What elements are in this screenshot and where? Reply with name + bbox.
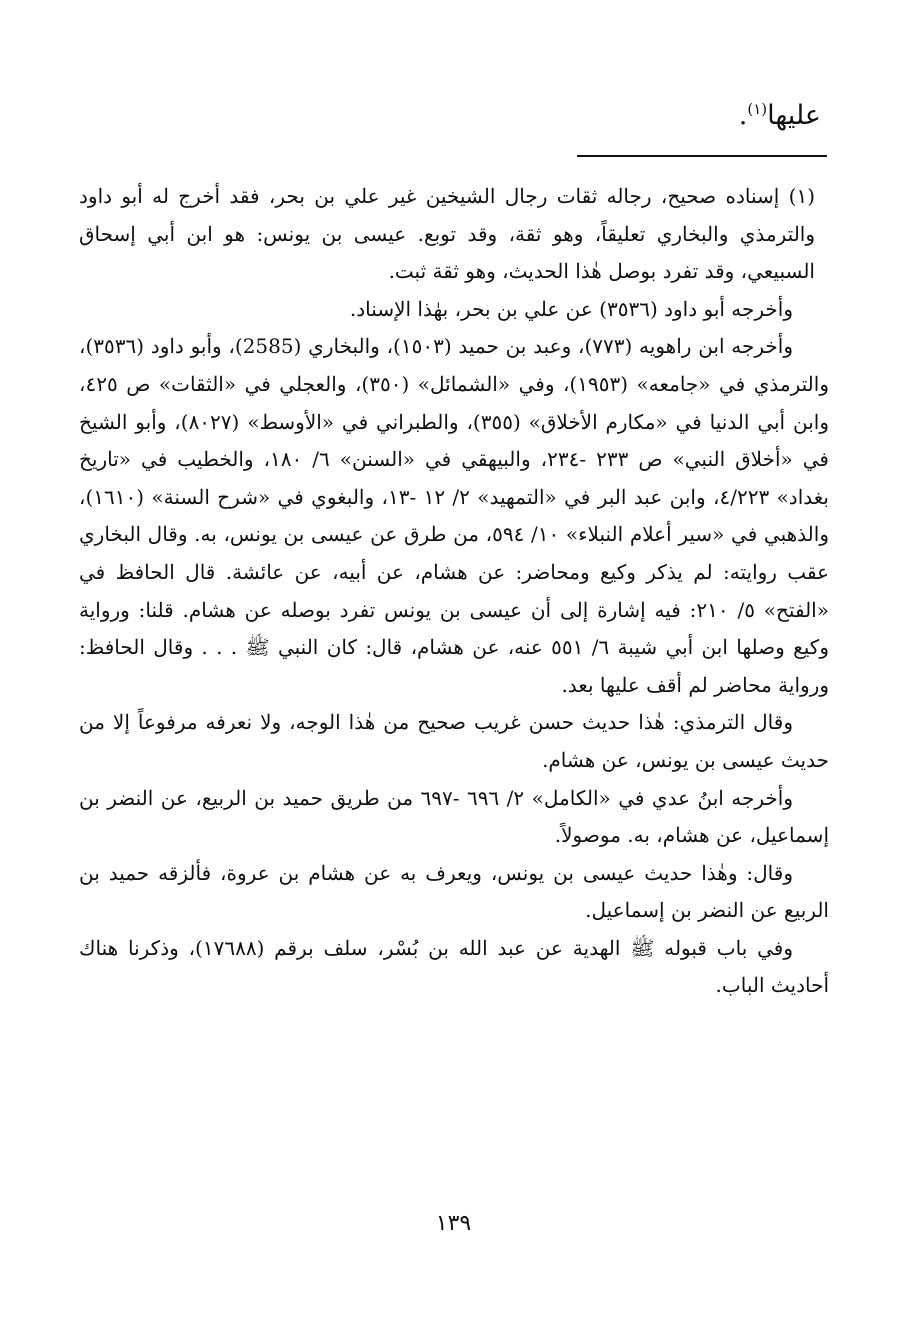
footnote-paragraph: وفي باب قبوله ﷺ الهدية عن عبد الله بن بُسْر، سلف برقم (١٧٦٨٨)، وذكرنا هناك أحاديث الباب. bbox=[79, 935, 829, 998]
footnote-paragraph: وأخرجه أبو داود (٣٥٣٦) عن علي بن بحر، بهٰذا الإسناد. bbox=[349, 296, 793, 321]
continuation-line bbox=[521, 96, 821, 136]
page-number: ١٣٩ bbox=[435, 1211, 472, 1236]
footnote-separator bbox=[577, 155, 827, 157]
continuation-text: عليها bbox=[767, 100, 821, 131]
footnote-paragraph: وقال: وهٰذا حديث عيسى بن يونس، ويعرف به عن هشام بن عروة، فألزقه حميد بن الربيع عن النضر بن إسماعيل. bbox=[79, 860, 829, 923]
footnote-paragraph: وقال الترمذي: هٰذا حديث حسن غريب صحيح من هٰذا الوجه، ولا نعرفه مرفوعاً إلا من حديث عيسى بن يونس، عن هشام. bbox=[79, 710, 829, 772]
footnote-paragraph: وأخرجه ابن راهويه (٧٧٣)، وعبد بن حميد (١٥٠٣)، والبخاري (2585)، وأبو داود (٣٥٣٦)، والترمذي في «جامعه» (١٩٥٣)، وفي «الشمائل» (٣٥٠)، والعجلي في «الثقات» ص ٤٢٥، وابن أبي الدنيا في «مكارم الأخلاق» (٣٥٥)، والطبراني في «الأوسط» (٨٠٢٧)، وأبو الشيخ في «أخلاق النبي» ص ٢٣٣ -٢٣٤، والبيهقي في «السنن» ٦/ ١٨٠، والخطيب في «تاريخ بغداد» ٤/٢٢٣، وابن عبد البر في «التمهيد» ٢/ ١٢ -١٣، والبغوي في «شرح السنة» (١٦١٠)، والذهبي في «سير أعلام النبلاء» ١٠/ ٥٩٤، من طرق عن عيسى بن يونس، به. وقال البخاري عقب روايته: لم يذكر وكيع ومحاضر: عن هشام، عن أبيه، عن عائشة. قال الحافظ في «الفتح» ٥/ ٢١٠: فيه إشارة إلى أن عيسى بن يونس تفرد بوصله عن هشام. قلنا: ورواية وكيع وصلها ابن أبي شيبة ٦/ ٥٥١ عنه، عن هشام، قال: كان النبي ﷺ . . . وقال الحافظ: ورواية محاضر لم أقف عليها بعد. bbox=[79, 334, 829, 697]
footnote-reference: (١) bbox=[747, 100, 768, 118]
footnote-paragraph: وأخرجه ابنُ عدي في «الكامل» ٢/ ٦٩٦ -٦٩٧ من طريق حميد بن الربيع، عن النضر بن إسماعيل، عن هشام، به. موصولاً. bbox=[79, 785, 829, 848]
footnote-paragraph: (١) إسناده صحيح، رجاله ثقات رجال الشيخين غير علي بن بحر، فقد أخرج له أبو داود والترمذي والبخاري تعليقاً، وهو ثقة، وقد توبع. عيسى بن يونس: هو ابن أبي إسحاق السبيعي، وقد تفرد بوصل هٰذا الحديث، وهو ثقة ثبت. bbox=[79, 184, 815, 284]
footnotes-section bbox=[79, 178, 829, 1005]
continuation-period: . bbox=[738, 100, 748, 131]
